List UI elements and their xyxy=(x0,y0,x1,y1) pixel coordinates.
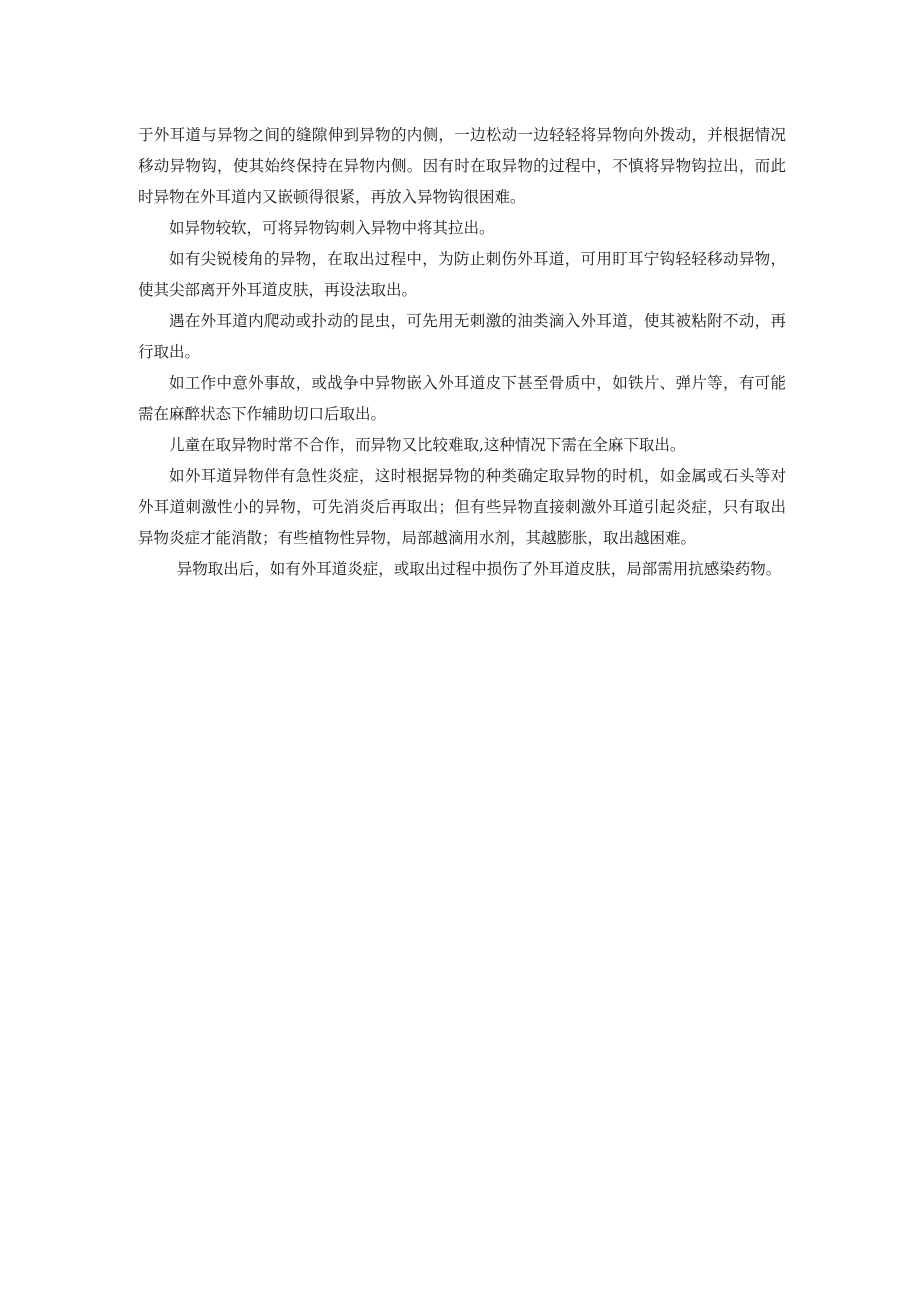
paragraph-soft-foreign-body: 如异物较软，可将异物钩刺入异物中将其拉出。 xyxy=(169,219,495,237)
paragraph-inflammation: 如外耳道异物伴有急性炎症，这时根据异物的种类确定取异物的时机，如金属或石头等对外耳道刺激性小的异物，可先消炎后再取出；但有些异物直接刺激外耳道引起炎症，只有取出异物炎症才能消散；有些植物性异物，局部越滴用水剂，其越膨胀，取出越困难。 xyxy=(138,467,786,547)
paragraph-children: 儿童在取异物时常不合作，而异物又比较难取,这种情况下需在全麻下取出。 xyxy=(169,436,686,454)
paragraph-insect: 遇在外耳道内爬动或扑动的昆虫，可先用无刺激的油类滴入外耳道，使其被粘附不动，再行取出。 xyxy=(138,312,786,361)
paragraph-embedded-foreign-body: 如工作中意外事故，或战争中异物嵌入外耳道皮下甚至骨质中，如铁片、弹片等，有可能需在麻醉状态下作辅助切口后取出。 xyxy=(138,374,786,423)
document-body xyxy=(138,120,786,585)
paragraph-sharp-foreign-body: 如有尖锐棱角的异物，在取出过程中，为防止刺伤外耳道，可用盯耳宁钩轻轻移动异物，使其尖部离开外耳道皮肤，再设法取出。 xyxy=(138,250,786,299)
paragraph-aftercare: 异物取出后，如有外耳道炎症，或取出过程中损伤了外耳道皮肤，局部需用抗感染药物。 xyxy=(176,560,782,578)
paragraph-continuation: 于外耳道与异物之间的缝隙伸到异物的内侧，一边松动一边轻轻将异物向外拨动，并根据情况移动异物钩，使其始终保持在异物内侧。因有时在取异物的过程中，不慎将异物钩拉出，而此时异物在外耳道内又嵌顿得很紧，再放入异物钩很困难。 xyxy=(138,126,786,206)
